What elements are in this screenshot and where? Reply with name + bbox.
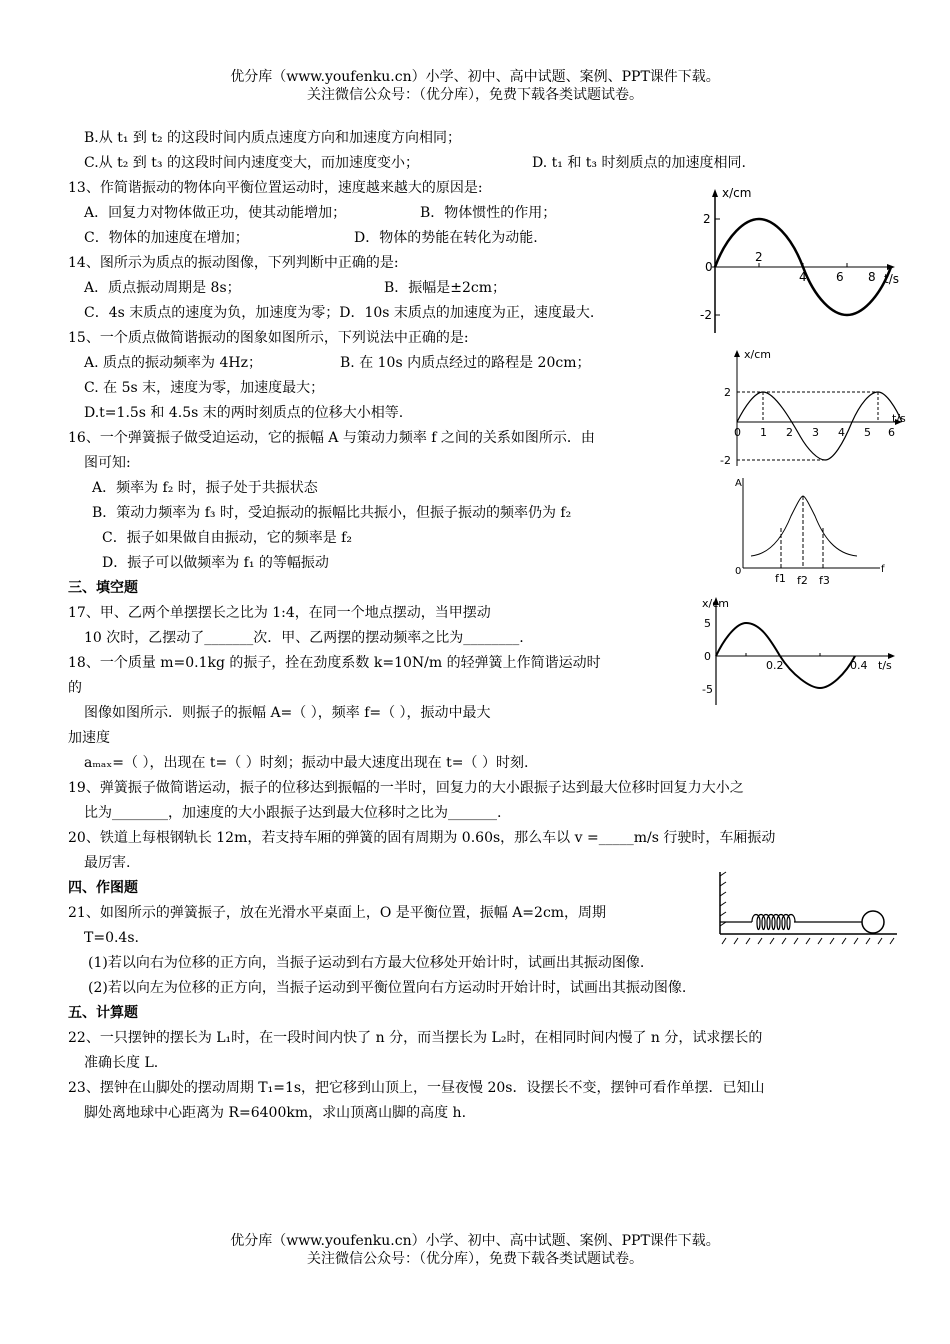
fig4-tick-y-0: 0 xyxy=(704,650,711,663)
fig1-ylabel: x/cm xyxy=(722,186,752,200)
q13-stem: 13、作简谐振动的物体向平衡位置运动时，速度越来越大的原因是: xyxy=(68,180,483,196)
fig2-tick-x-6: 6 xyxy=(888,426,895,439)
fig2-ylabel: x/cm xyxy=(744,348,771,361)
fig2-tick-y-neg2: -2 xyxy=(720,454,731,467)
fig3-tick-f1: f1 xyxy=(775,572,786,585)
q12-option-c: C.从 t₂ 到 t₃ 的这段时间内速度变大，而加速度变小； xyxy=(84,155,419,171)
fig3-origin: 0 xyxy=(735,566,742,577)
q21-stem-cont: T=0.4s. xyxy=(84,930,139,946)
fig1-tick-y-0: 0 xyxy=(705,260,713,274)
q20-stem-cont: 最厉害. xyxy=(84,855,131,871)
fig4-tick-x-0.2: 0.2 xyxy=(766,659,784,672)
fig2-tick-x-3: 3 xyxy=(812,426,819,439)
page-footer-line2: 关注微信公众号：（优分库），免费下载各类试题试卷。 xyxy=(307,1251,643,1267)
q13-option-d: D．物体的势能在转化为动能. xyxy=(354,230,538,246)
q21-spring-oscillator xyxy=(712,868,902,948)
q18-stem-cont3: 加速度 xyxy=(68,730,110,746)
q17-stem-cont: 10 次时，乙摆动了_______次．甲、乙两摆的摆动频率之比为________. xyxy=(84,630,524,646)
q18-stem: 18、一个质量 m=0.1kg 的振子，拴在劲度系数 k=10N/m 的轻弹簧上作简谐运动时 xyxy=(68,655,601,671)
q15-option-c: C. 在 5s 末，速度为零，加速度最大； xyxy=(84,380,325,396)
q14-option-b: B．振幅是±2cm； xyxy=(384,280,507,296)
q20-stem: 20、铁道上每根钢轨长 12m，若支持车厢的弹簧的固有周期为 0.60s，那么车以 v =_____m/s 行驶时，车厢振动 xyxy=(68,830,776,846)
fig3-tick-f3: f3 xyxy=(819,574,830,587)
q15-option-d: D.t=1.5s 和 4.5s 末的两时刻质点的位移大小相等. xyxy=(84,405,404,421)
fig1-xlabel: t/s xyxy=(884,272,899,286)
q21-part1: (1)若以向右为位移的正方向，当振子运动到右方最大位移处开始计时，试画出其振动图像. xyxy=(88,955,645,971)
q23-stem-cont: 脚处离地球中心距离为 R=6400km，求山顶离山脚的高度 h. xyxy=(84,1105,467,1121)
q13-option-b: B．物体惯性的作用； xyxy=(420,205,557,221)
fig4-tick-x-0.4: 0.4 xyxy=(850,659,868,672)
fig5-spring xyxy=(752,915,795,930)
fig3-xlabel: f xyxy=(881,564,885,575)
q13-option-a: A．回复力对物体做正功，使其动能增加； xyxy=(84,205,347,221)
fig1-tick-y-2: 2 xyxy=(703,212,711,226)
q18-stem-cont1: 的 xyxy=(68,680,82,696)
q23-stem: 23、摆钟在山脚处的摆动周期 T₁=1s，把它移到山顶上，一昼夜慢 20s．设摆长不变，摆钟可看作单摆．已知山 xyxy=(68,1080,765,1096)
fig2-xlabel: t/s xyxy=(892,412,906,425)
q16-option-c: C．振子如果做自由振动，它的频率是 f₂ xyxy=(102,530,352,546)
section-calculation: 五、计算题 xyxy=(68,1005,138,1021)
fig4-tick-y-neg5: -5 xyxy=(702,683,713,696)
q15-option-a: A. 质点的振动频率为 4Hz； xyxy=(84,355,262,371)
fig3-ylabel: A xyxy=(735,478,742,489)
q14-option-cd: C．4s 末质点的速度为负，加速度为零；D．10s 末质点的加速度为正，速度最大. xyxy=(84,305,595,321)
fig2-tick-x-5: 5 xyxy=(864,426,871,439)
page-header-line2: 关注微信公众号：（优分库），免费下载各类试题试卷。 xyxy=(307,87,643,103)
fig2-tick-x-1: 1 xyxy=(760,426,767,439)
q15-stem: 15、一个质点做简谐振动的图象如图所示，下列说法中正确的是: xyxy=(68,330,469,346)
fig3-tick-f2: f2 xyxy=(797,574,808,587)
fig4-xlabel: t/s xyxy=(878,659,892,672)
q21-stem: 21、如图所示的弹簧振子，放在光滑水平桌面上，O 是平衡位置，振幅 A=2cm，周期 xyxy=(68,905,607,921)
fig3-curve xyxy=(751,496,857,556)
q13-option-c: C．物体的加速度在增加； xyxy=(84,230,249,246)
fig5-ball xyxy=(862,911,884,933)
q16-option-b: B．策动力频率为 f₃ 时，受迫振动的振幅比共振小，但振子振动的频率仍为 f₂ xyxy=(92,505,572,521)
q14-stem: 14、图所示为质点的振动图像，下列判断中正确的是: xyxy=(68,255,399,271)
q16-stem: 16、一个弹簧振子做受迫运动，它的振幅 A 与策动力频率 f 之间的关系如图所示．由 xyxy=(68,430,595,446)
page-footer-line1: 优分库（www.youfenku.cn）小学、初中、高中试题、案例、PPT课件下载。 xyxy=(230,1233,720,1249)
q14-option-a: A．质点振动周期是 8s； xyxy=(84,280,241,296)
q22-stem: 22、一只摆钟的摆长为 L₁时，在一段时间内快了 n 分，而当摆长为 L₂时，在相同时间内慢了 n 分，试求摆长的 xyxy=(68,1030,763,1046)
q15-vibration-graph xyxy=(712,348,920,468)
fig4-ylabel: x/cm xyxy=(702,597,729,610)
q19-stem-cont: 比为________，加速度的大小跟振子达到最大位移时之比为_______. xyxy=(84,805,502,821)
section-drawing: 四、作图题 xyxy=(68,880,138,896)
q17-stem: 17、甲、乙两个单摆摆长之比为 1:4，在同一个地点摆动，当甲摆动 xyxy=(68,605,491,621)
q15-option-b: B. 在 10s 内质点经过的路程是 20cm； xyxy=(340,355,591,371)
fig2-tick-x-0: 0 xyxy=(734,426,741,439)
fig1-tick-y-neg2: -2 xyxy=(700,308,712,322)
q16-option-d: D．振子可以做频率为 f₁ 的等幅振动 xyxy=(102,555,329,571)
q18-vibration-graph xyxy=(700,595,908,707)
q16-stem-cont: 图可知: xyxy=(84,455,131,471)
q18-stem-cont2: 图像如图所示．则振子的振幅 A=（ ），频率 f=（ ），振动中最大 xyxy=(84,705,491,721)
q16-option-a: A．频率为 f₂ 时，振子处于共振状态 xyxy=(92,480,318,496)
fig2-tick-x-4: 4 xyxy=(838,426,845,439)
fig4-tick-y-5: 5 xyxy=(704,617,711,630)
page-header-line1: 优分库（www.youfenku.cn）小学、初中、高中试题、案例、PPT课件下载。 xyxy=(230,69,720,85)
section-fill-in: 三、填空题 xyxy=(68,580,138,596)
fig1-tick-x-8: 8 xyxy=(868,270,876,284)
q16-resonance-graph xyxy=(735,476,895,588)
q22-stem-cont: 准确长度 L. xyxy=(84,1055,159,1071)
q21-part2: (2)若以向左为位移的正方向，当振子运动到平衡位置向右方运动时开始计时，试画出其振动图像. xyxy=(88,980,687,996)
q12-option-d: D. t₁ 和 t₃ 时刻质点的加速度相同. xyxy=(532,155,746,171)
fig2-tick-x-2: 2 xyxy=(786,426,793,439)
fig1-tick-x-6: 6 xyxy=(836,270,844,284)
q12-option-b: B.从 t₁ 到 t₂ 的这段时间内质点速度方向和加速度方向相同； xyxy=(84,130,462,146)
fig1-tick-x-2: 2 xyxy=(755,250,763,264)
q14-vibration-graph xyxy=(700,185,915,335)
q19-stem: 19、弹簧振子做简谐运动，振子的位移达到振幅的一半时，回复力的大小跟振子达到最大位移时回复力大小之 xyxy=(68,780,744,796)
q18-stem-cont4: aₘₐₓ=（ ），出现在 t=（ ）时刻；振动中最大速度出现在 t=（ ）时刻. xyxy=(84,755,529,771)
fig2-tick-y-2: 2 xyxy=(724,386,731,399)
fig1-tick-x-4: 4 xyxy=(799,270,807,284)
